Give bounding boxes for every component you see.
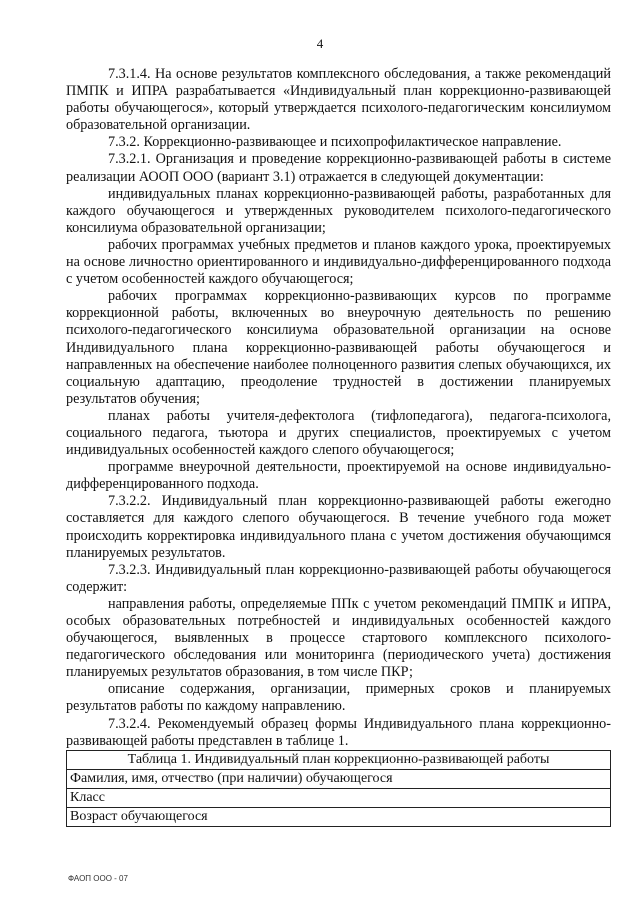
table-row — [67, 769, 611, 788]
document-body — [66, 66, 611, 827]
paragraph: 7.3.2. Коррекционно-развивающее и психопрофилактическое направление. — [108, 134, 562, 151]
individual-plan-table — [66, 750, 611, 827]
paragraph: 7.3.2.4. Рекомендуемый образец формы Индивидуального плана коррекционно-развивающей работы представлен в таблице 1. — [66, 715, 611, 749]
table-row — [67, 788, 611, 807]
table-row — [67, 807, 611, 826]
table-caption: Таблица 1. Индивидуальный план коррекционно-развивающей работы — [67, 750, 611, 769]
paragraph: программе внеурочной деятельности, проектируемой на основе индивидуально-дифференцированного подхода. — [66, 459, 611, 493]
paragraph: направления работы, определяемые ППк с учетом рекомендаций ПМПК и ИПРА, особых образовательных потребностей и индивидуальных особенностей каждого обучающегося, выявленных в процессе стартового комплексного психолого-педагогического обследования или мониторинга (периодического учета) достижения планируемых результатов образования, в том числе ПКР; — [66, 595, 611, 681]
table-cell: Фамилия, имя, отчество (при наличии) обучающегося — [67, 769, 611, 788]
paragraph: рабочих программах учебных предметов и планов каждого урока, проектируемых на основе личностно ориентированного и индивидуально-дифференцированного подхода с учетом особенностей каждого обучающегося; — [66, 236, 611, 288]
paragraph: индивидуальных планах коррекционно-развивающей работы, разработанных для каждого обучающегося и утвержденных руководителем психолого-педагогического консилиума образовательной организации; — [66, 185, 611, 236]
paragraph: планах работы учителя-дефектолога (тифлопедагога), педагога-психолога, социального педагога, тьютора и других специалистов, проектируемых с учетом индивидуальных особенностей каждого слепого обучающегося; — [66, 407, 611, 459]
paragraph: описание содержания, организации, примерных сроков и планируемых результатов работы по каждому направлению. — [66, 681, 611, 715]
table-cell: Класс — [67, 788, 611, 807]
page-number: 4 — [316, 36, 324, 51]
paragraph: 7.3.2.2. Индивидуальный план коррекционно-развивающей работы ежегодно составляется для каждого слепого обучающегося. В течение учебного года может происходить корректировка индивидуального плана с учетом достижения обучающимся планируемых результатов. — [66, 493, 611, 561]
paragraph: 7.3.1.4. На основе результатов комплексного обследования, а также рекомендаций ПМПК и ИПРА разрабатывается «Индивидуальный план коррекционно-развивающей работы обучающегося», который утверждается психолого-педагогическим консилиумом образовательной организации. — [66, 66, 611, 134]
paragraph: 7.3.2.3. Индивидуальный план коррекционно-развивающей работы обучающегося содержит: — [66, 561, 611, 595]
table-caption-row — [67, 750, 611, 769]
paragraph: рабочих программах коррекционно-развивающих курсов по программе коррекционной работы, включенных во внеурочную деятельность по решению психолого-педагогического консилиума образовательной организации на основе Индивидуального плана коррекционно-развивающей работы обучающегося и направленных на обеспечение наиболее полноценного развития слепых обучающихся, их социальную адаптацию, преодоление трудностей в достижении планируемых результатов обучения; — [66, 288, 611, 407]
paragraph: 7.3.2.1. Организация и проведение коррекционно-развивающей работы в системе реализации АООП ООО (вариант 3.1) отражается в следующей документации: — [66, 151, 611, 185]
footer-code: ФАОП ООО - 07 — [68, 874, 128, 883]
table-cell: Возраст обучающегося — [67, 807, 611, 826]
